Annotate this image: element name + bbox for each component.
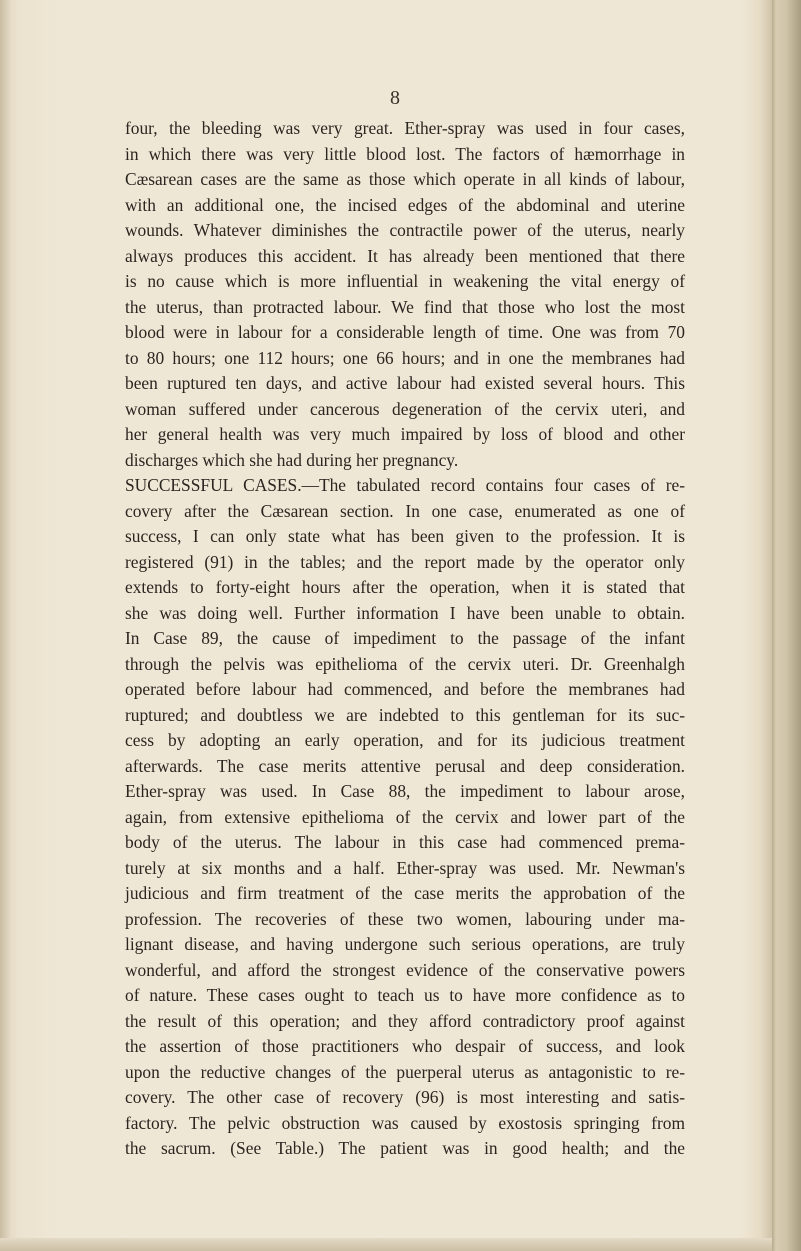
text-line: been ruptured ten days, and active labour had existed several hours. This bbox=[125, 373, 685, 393]
text-line: four, the bleeding was very great. Ether-spray was used in four cases, bbox=[125, 118, 685, 138]
text-line: with an additional one, the incised edges of the abdominal and uterine bbox=[125, 194, 685, 215]
text-line: the uterus, than protracted labour. We find that those who lost the most bbox=[125, 296, 685, 317]
text-line: extends to forty-eight hours after the operation, when it is stated that bbox=[125, 577, 685, 597]
text-line: always produces this accident. It has already been mentioned that there bbox=[125, 245, 685, 266]
body-text bbox=[125, 116, 685, 1162]
text-line: operated before labour had commenced, and before the membranes had bbox=[125, 679, 685, 699]
page-number: 8 bbox=[390, 87, 400, 109]
text-line: ruptured; and doubtless we are indebted to this gentleman for its suc- bbox=[125, 704, 685, 725]
text-line: body of the uterus. The labour in this case had commenced prema- bbox=[125, 832, 685, 852]
text-line: afterwards. The case merits attentive perusal and deep consideration. bbox=[125, 755, 685, 776]
text-line: judicious and firm treatment of the case merits the approbation of the bbox=[125, 883, 685, 903]
text-line: lignant disease, and having undergone such serious operations, are truly bbox=[125, 934, 685, 954]
text-line: turely at six months and a half. Ether-spray was used. Mr. Newman's bbox=[125, 857, 685, 878]
page-bottom-edge bbox=[0, 1238, 772, 1251]
text-line: profession. The recoveries of these two women, labouring under ma- bbox=[125, 908, 685, 929]
text-line: covery. The other case of recovery (96) is most interesting and satis- bbox=[125, 1087, 685, 1107]
text-line: covery after the Cæsarean section. In one case, enumerated as one of bbox=[125, 500, 685, 521]
text-line: Ether-spray was used. In Case 88, the impediment to labour arose, bbox=[125, 781, 685, 801]
text-line: cess by adopting an early operation, and for its judicious treatment bbox=[125, 730, 685, 750]
text-line: her general health was very much impaired by loss of blood and other bbox=[125, 424, 685, 444]
text-line: she was doing well. Further information I have been unable to obtain. bbox=[125, 602, 685, 623]
text-line: success, I can only state what has been given to the profession. It is bbox=[125, 526, 685, 546]
text-line: the sacrum. (See Table.) The patient was in good health; and the bbox=[125, 1138, 685, 1158]
text-line: again, from extensive epithelioma of the cervix and lower part of the bbox=[125, 806, 685, 827]
text-line: blood were in labour for a considerable length of time. One was from 70 bbox=[125, 322, 685, 342]
text-line: to 80 hours; one 112 hours; one 66 hours; and in one the membranes had bbox=[125, 347, 685, 368]
text-line: SUCCESSFUL CASES.—The tabulated record contains four cases of re- bbox=[125, 475, 685, 495]
text-line: in which there was very little blood lost. The factors of hæmorrhage in bbox=[125, 143, 685, 164]
text-line: is no cause which is more influential in weakening the vital energy of bbox=[125, 271, 685, 291]
text-line: upon the reductive changes of the puerperal uterus as antagonistic to re- bbox=[125, 1061, 685, 1082]
text-line: wounds. Whatever diminishes the contractile power of the uterus, nearly bbox=[125, 220, 685, 240]
text-line: the result of this operation; and they afford contradictory proof against bbox=[125, 1010, 685, 1031]
text-line: registered (91) in the tables; and the report made by the operator only bbox=[125, 551, 685, 572]
text-line: discharges which she had during her pregnancy. bbox=[125, 449, 459, 470]
text-line: through the pelvis was epithelioma of the cervix uteri. Dr. Greenhalgh bbox=[125, 653, 685, 674]
text-line: factory. The pelvic obstruction was caused by exostosis springing from bbox=[125, 1112, 685, 1133]
page-left-edge bbox=[0, 0, 10, 1251]
text-line: Cæsarean cases are the same as those which operate in all kinds of labour, bbox=[125, 169, 685, 189]
text-line: of nature. These cases ought to teach us to have more confidence as to bbox=[125, 985, 685, 1005]
text-line: the assertion of those practitioners who despair of success, and look bbox=[125, 1036, 685, 1056]
book-spine-edge bbox=[772, 0, 801, 1251]
text-line: woman suffered under cancerous degeneration of the cervix uteri, and bbox=[125, 398, 685, 419]
text-line: wonderful, and afford the strongest evidence of the conservative powers bbox=[125, 959, 685, 980]
text-line: In Case 89, the cause of impediment to the passage of the infant bbox=[125, 628, 685, 648]
